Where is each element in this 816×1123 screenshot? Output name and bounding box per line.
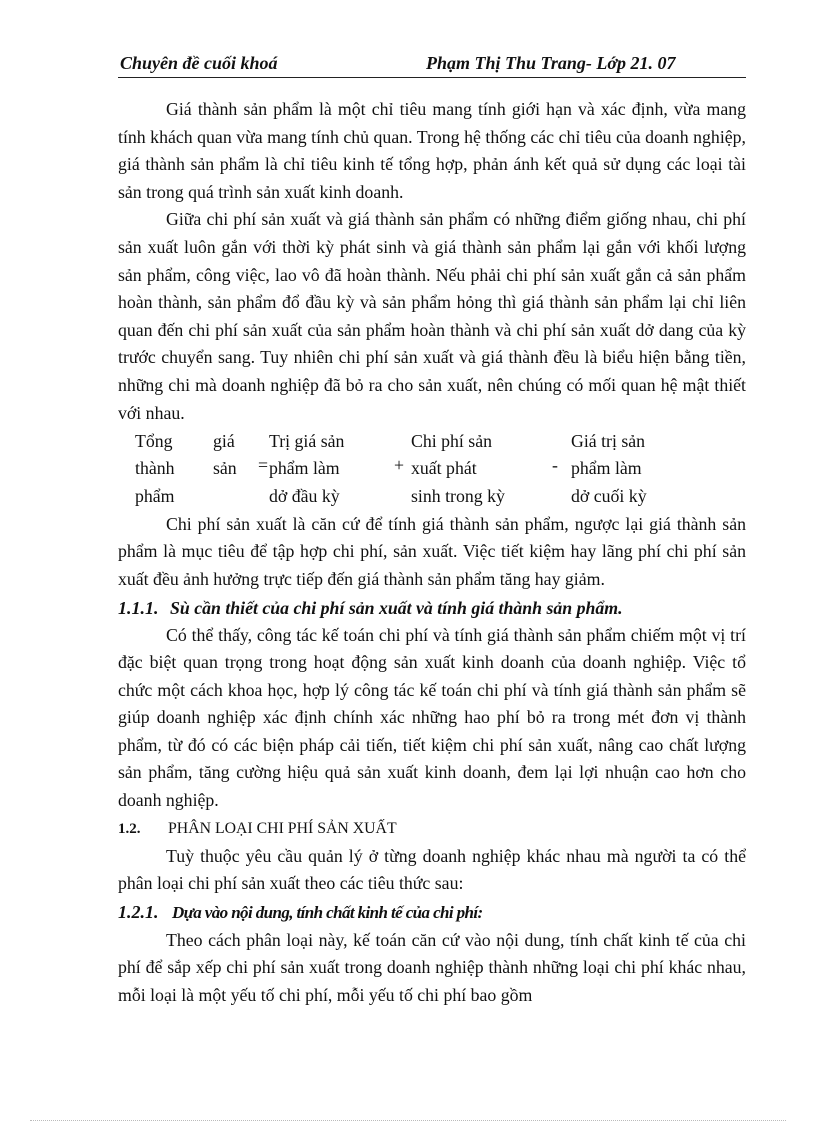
- page-bottom-divider: [30, 1120, 786, 1121]
- formula-equals: =: [258, 455, 269, 476]
- formula-col-period-cost: Chi phí sản xuất phát sinh trong kỳ: [411, 431, 505, 506]
- heading-1-1-1: 1.1.1. Sù cần thiết của chi phí sản xuất và tính giá thành sản phẩm.: [118, 597, 623, 618]
- header-title: Chuyên đề cuối khoá: [120, 53, 278, 73]
- paragraph-intro: Giá thành sản phẩm là một chỉ tiêu mang tính giới hạn và xác định, vừa mang tính khách quan vừa mang tính chủ quan. Trong hệ thống các chỉ tiêu của doanh nghiệp, giá thành sản phẩm là chỉ tiêu kinh tế tổng hợp, phản ánh kết quả sử dụng các loại tài sản trong quá trình sản xuất kinh doanh.: [118, 99, 746, 202]
- formula-col-closing-wip: Giá trị sản phẩm làm dở cuối kỳ: [571, 431, 647, 506]
- formula-col-price: giá sản: [213, 431, 237, 479]
- paragraph-content-based: Theo cách phân loại này, kế toán căn cứ vào nội dung, tính chất kinh tế của chi phí để sắp xếp chi phí sản xuất trong doanh nghiệp thành những loại chi phí khác nhau, mỗi loại là một yếu tố chi phí, mỗi yếu tố chi phí bao gồm: [118, 929, 746, 1006]
- formula-plus: +: [394, 455, 405, 476]
- paragraph-relation: Chi phí sản xuất là căn cứ để tính giá thành sản phẩm, ngược lại giá thành sản phẩm là mục tiêu để tập hợp chi phí, sản xuất. Việc tiết kiệm hay lãng phí chi phí sản xuất đều ảnh hưởng trực tiếp đến giá thành sản phẩm tăng hay giảm.: [118, 513, 746, 589]
- page-body: [118, 96, 746, 1010]
- formula-col-opening-wip: Trị giá sản phẩm làm dở đầu kỳ: [269, 431, 345, 506]
- page-header: [118, 51, 746, 78]
- paragraph-comparison: Giữa chi phí sản xuất và giá thành sản phẩm có những điểm giống nhau, chi phí sản xuất luôn gắn với thời kỳ phát sinh và giá thành sản phẩm lại gắn với khối lượng sản phẩm, công việc, lao vô đã hoàn thành. Nếu phải chi phí sản xuất gắn cả sản phẩm hoàn thành, sản phẩm đổ đầu kỳ và sản phẩm hỏng thì giá thành sản phẩm lại chỉ liên quan đến chi phí sản xuất của sản phẩm hoàn thành và chi phí sản xuất dở dang của kỳ trước chuyển sang. Tuy nhiên chi phí sản xuất và giá thành đều là biểu hiện bằng tiền, những chi mà doanh nghiệp đã bỏ ra cho sản xuất, nên chúng có mối quan hệ mật thiết với nhau.: [118, 209, 746, 423]
- header-author: Phạm Thị Thu Trang- Lớp 21. 07: [426, 53, 676, 73]
- formula-col-total: Tổng thành phẩm: [135, 431, 175, 506]
- formula-minus: -: [552, 455, 558, 476]
- paragraph-necessity: Có thể thấy, công tác kế toán chi phí và tính giá thành sản phẩm chiếm một vị trí đặc biệt quan trọng trong hoạt động sản xuất kinh doanh của doanh nghiệp. Việc tổ chức một cách khoa học, hợp lý công tác kế toán chi phí và tính giá thành sản phẩm sẽ giúp doanh nghiệp xác định chính xác những hao phí bỏ ra trong mét đơn vị thành phẩm, từ đó có các biện pháp cải tiến, tiết kiệm chi phí sản xuất, nâng cao chất lượng sản phẩm, tăng cường hiệu quả sản xuất kinh doanh, đem lại lợi nhuận cao hơn cho doanh nghiệp.: [118, 624, 746, 811]
- heading-1-2-1: 1.2.1. Dựa vào nội dung, tính chất kinh tế của chi phí:: [118, 901, 483, 922]
- heading-1-2: 1.2. PHÂN LOẠI CHI PHÍ SẢN XUẤT: [118, 819, 397, 837]
- paragraph-classification: Tuỳ thuộc yêu cầu quản lý ở từng doanh nghiệp khác nhau mà người ta có thể phân loại chi phí sản xuất theo các tiêu thức sau:: [118, 845, 746, 894]
- cost-formula: [118, 428, 746, 510]
